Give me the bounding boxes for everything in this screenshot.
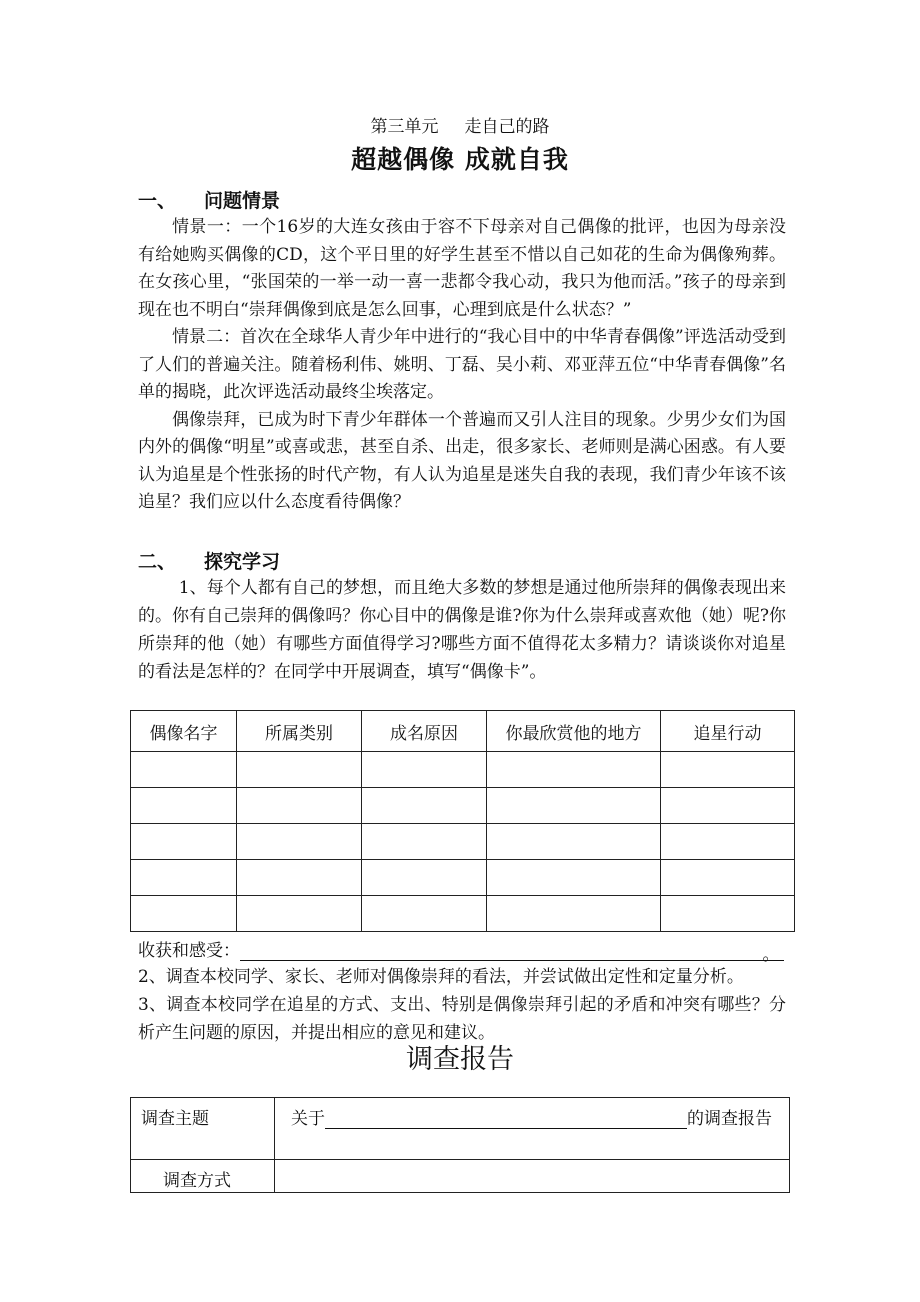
report-topic-row [131,1098,790,1160]
section1-heading [138,186,280,213]
report-title: 调查报告 [406,1044,514,1075]
scenario-two-paragraph: 情景二：首次在全球华人青少年中进行的“我心目中的中华青春偶像”评选活动受到了人们的普遍关注。随着杨利伟、姚明、丁磊、吴小莉、邓亚萍五位“中华青春偶像”名单的揭晓，此次评选活动最终尘埃落定。 [138,327,786,402]
table-cell[interactable] [661,896,795,932]
report-method-row [131,1160,790,1193]
table-cell[interactable] [131,788,237,824]
report-method-cell[interactable] [275,1160,790,1193]
table-cell[interactable] [661,752,795,788]
table-cell[interactable] [362,752,487,788]
table-cell[interactable] [237,752,362,788]
section1-body [138,214,786,517]
table-cell[interactable] [362,896,487,932]
main-title: 超越偶像 成就自我 [351,145,569,174]
question-one-paragraph: 1、每个人都有自己的梦想，而且绝大多数的梦想是通过他所崇拜的偶像表现出来的。你有自己崇拜的偶像吗？你心目中的偶像是谁?你为什么崇拜或喜欢他（她）呢?你所崇拜的他（她）有哪些方面值得学习?哪些方面不值得花太多精力？请谈谈你对追星的看法是怎样的？在同学中开展调查，填写“偶像卡”。 [138,578,786,682]
table-cell[interactable] [237,824,362,860]
report-topic-prefix: 关于 [291,1109,325,1129]
table-cell[interactable] [237,788,362,824]
question-two-paragraph: 2、调查本校同学、家长、老师对偶像崇拜的看法，并尝试做出定性和定量分析。 [138,967,744,987]
table-cell[interactable] [131,896,237,932]
section2-heading [138,547,280,574]
idol-worship-paragraph: 偶像崇拜，已成为时下青少年群体一个普遍而又引人注目的现象。少男少女们为国内外的偶像“明星”或喜或悲，甚至自杀、出走，很多家长、老师则是满心困惑。有人要认为追星是个性张扬的时代产物，有人认为追星是迷失自我的表现，我们青少年该不该追星？我们应以什么态度看待偶像？ [138,409,786,512]
report-topic-suffix: 的调查报告 [687,1109,772,1129]
section1-title: 问题情景 [204,190,281,212]
table-cell[interactable] [487,896,661,932]
report-method-label: 调查方式 [131,1160,275,1193]
table-cell[interactable] [131,860,237,896]
table-row [131,860,795,896]
unit-heading [0,112,920,137]
harvest-line [138,936,788,965]
table-cell[interactable] [131,752,237,788]
report-topic-blank[interactable] [325,1108,687,1129]
table-cell[interactable] [487,860,661,896]
harvest-end-mark: 。 [758,940,784,961]
idol-card-table [130,710,795,932]
table-cell[interactable] [362,788,487,824]
table-cell[interactable] [362,824,487,860]
scenario-one-paragraph: 情景一：一个16岁的大连女孩由于容不下母亲对自己偶像的批评，也因为母亲没有给她购买偶像的CD，这个平日里的好学生甚至不惜以自己如花的生命为偶像殉葬。在女孩心里，“张国荣的一举一动一喜一悲都令我心动，我只为他而活。”孩子的母亲到现在也不明白“崇拜偶像到底是怎么回事，心理到底是什么状态？” [138,217,786,320]
unit-title: 走自己的路 [464,117,550,137]
question-three-paragraph: 3、调查本校同学在追星的方式、支出、特别是偶像崇拜引起的矛盾和冲突有哪些？分析产生问题的原因，并提出相应的意见和建议。 [138,995,786,1043]
table-header-row [131,711,795,752]
table-cell[interactable] [661,860,795,896]
table-cell[interactable] [237,860,362,896]
table-cell[interactable] [661,824,795,860]
header-fan-action: 追星行动 [661,711,795,752]
header-idol-name: 偶像名字 [131,711,237,752]
table-cell[interactable] [362,860,487,896]
report-table [130,1097,790,1193]
table-cell[interactable] [487,824,661,860]
table-cell[interactable] [131,824,237,860]
harvest-label: 收获和感受： [138,941,240,961]
section2-title: 探究学习 [204,551,281,573]
table-row [131,752,795,788]
table-row [131,896,795,932]
table-row [131,824,795,860]
section2-intro [138,574,786,686]
table-row [131,788,795,824]
report-topic-cell [275,1098,790,1160]
table-cell[interactable] [487,752,661,788]
unit-number: 第三单元 [370,117,439,137]
header-fame-reason: 成名原因 [362,711,487,752]
table-cell[interactable] [237,896,362,932]
section2-items [138,963,786,1047]
header-admired-quality: 你最欣赏他的地方 [487,711,661,752]
section1-number: 一、 [138,190,177,212]
table-cell[interactable] [661,788,795,824]
section2-number: 二、 [138,551,177,573]
table-cell[interactable] [487,788,661,824]
header-category: 所属类别 [237,711,362,752]
report-topic-label: 调查主题 [131,1098,275,1160]
harvest-answer-blank[interactable] [240,940,758,961]
